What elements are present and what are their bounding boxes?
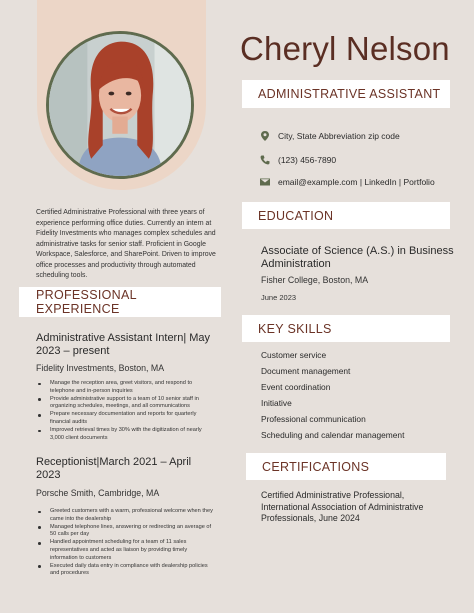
phone-icon <box>259 154 271 165</box>
list-item: Executed daily data entry in compliance with dealership policies and procedures <box>36 563 216 578</box>
section-heading-education: EDUCATION <box>242 202 450 229</box>
list-item: Managed telephone lines, answering or redirecting an average of 50 calls per day <box>36 524 216 539</box>
skill-item: Document management <box>261 366 351 376</box>
list-item: Handled appointment scheduling for a team of 11 sales representatives and acted as liaison by providing timely information to customers <box>36 539 216 562</box>
job-bullets <box>36 380 216 443</box>
job-title: Receptionist|March 2021 – April 2023 <box>36 456 192 481</box>
section-heading-skills: KEY SKILLS <box>242 315 450 342</box>
degree: Associate of Science (A.S.) in Business Administration <box>261 245 454 270</box>
skill-item: Scheduling and calendar management <box>261 430 405 440</box>
skill-item: Initiative <box>261 398 292 408</box>
contact-location <box>259 130 400 141</box>
list-item: Provide administrative support to a team of 10 senior staff in organizing schedules, meetings, and all communications <box>36 396 216 411</box>
job-bullets <box>36 508 216 578</box>
job-company: Porsche Smith, Cambridge, MA <box>36 488 160 498</box>
skills-list <box>261 350 404 446</box>
skill-item: Professional communication <box>261 414 366 424</box>
profile-summary: Certified Administrative Professional with three years of experience performing office duties. Currently an intern at Fidelity Investments who manages complex schedules and administrative tasks for senior staff. Proficient in Google Workspace, Salesforce, and SharePoint. Driven to improve office processes and productivity through automated scheduling tools. <box>36 209 216 279</box>
education-date: June 2023 <box>261 293 297 302</box>
list-item: Greeted customers with a warm, professional welcome when they came into the dealership <box>36 508 216 523</box>
list-item: Manage the reception area, greet visitors, and respond to telephone and in-person inquiries <box>36 380 216 395</box>
certification: Certified Administrative Professional, International Association of Administrative Professionals, June 2024 <box>261 490 424 523</box>
job-title-banner: ADMINISTRATIVE ASSISTANT <box>242 80 450 108</box>
contact-phone <box>259 154 336 165</box>
phone-text: (123) 456-7890 <box>278 154 337 165</box>
contact-links <box>259 176 435 187</box>
skill-item: Customer service <box>261 350 327 360</box>
links-text[interactable]: email@example.com | LinkedIn | Portfolio <box>278 176 435 187</box>
profile-photo <box>46 31 194 179</box>
location-text: City, State Abbreviation zip code <box>278 130 400 141</box>
skill-item: Event coordination <box>261 382 331 392</box>
section-heading-certifications: CERTIFICATIONS <box>246 453 446 480</box>
list-item: Improved retrieval times by 30% with the digitization of nearly 3,000 client documents <box>36 427 216 442</box>
envelope-icon <box>259 176 271 187</box>
candidate-name: Cheryl Nelson <box>240 30 450 67</box>
list-item: Prepare necessary documentation and reports for quarterly financial audits <box>36 411 216 426</box>
job-title: Administrative Assistant Intern| May 2023 – present <box>36 332 211 357</box>
school: Fisher College, Boston, MA <box>261 275 369 285</box>
section-heading-experience: PROFESSIONAL EXPERIENCE <box>19 287 221 317</box>
map-pin-icon <box>259 130 271 141</box>
job-company: Fidelity Investments, Boston, MA <box>36 363 165 373</box>
